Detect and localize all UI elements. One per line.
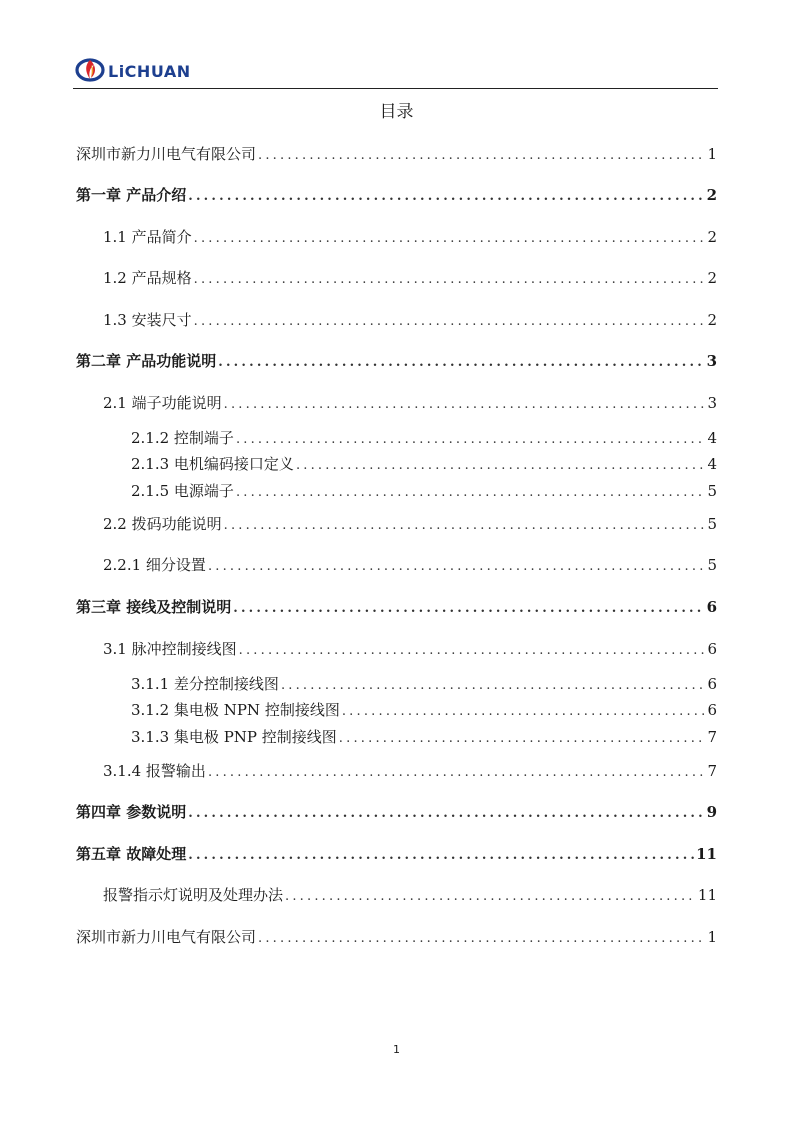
toc-entry[interactable] bbox=[103, 226, 717, 247]
toc-dot-leader bbox=[186, 848, 694, 863]
toc-entry-title: 第三章 接线及控制说明 bbox=[76, 598, 232, 616]
toc-entry-page: 11 bbox=[696, 845, 717, 863]
toc-entry[interactable] bbox=[76, 843, 717, 864]
toc-entry-title: 2.1.3 电机编码接口定义 bbox=[131, 455, 294, 473]
toc-dot-leader bbox=[256, 148, 705, 163]
toc-dot-leader bbox=[231, 601, 704, 616]
toc-entry[interactable] bbox=[131, 673, 717, 694]
toc-entry[interactable] bbox=[103, 513, 717, 534]
toc-entry-page: 3 bbox=[706, 352, 717, 370]
toc-entry-title: 3.1.4 报警输出 bbox=[103, 762, 206, 780]
toc-dot-leader bbox=[192, 314, 706, 329]
toc-dot-leader bbox=[192, 272, 706, 287]
toc-entry[interactable] bbox=[76, 596, 717, 617]
toc-dot-leader bbox=[340, 704, 706, 719]
toc-dot-leader bbox=[192, 231, 706, 246]
toc-dot-leader bbox=[279, 678, 706, 693]
toc-entry-page: 1 bbox=[707, 928, 717, 946]
toc-entry-page: 11 bbox=[697, 886, 717, 904]
toc-entry-title: 1.1 产品简介 bbox=[103, 228, 192, 246]
toc-entry-title: 3.1.3 集电极 PNP 控制接线图 bbox=[131, 728, 337, 746]
toc-entry-page: 5 bbox=[707, 482, 717, 500]
toc-entry-page: 4 bbox=[707, 429, 717, 447]
toc-entry[interactable] bbox=[76, 143, 717, 164]
toc-entry-title: 深圳市新力川电气有限公司 bbox=[76, 928, 257, 946]
toc-dot-leader bbox=[222, 518, 706, 533]
toc-dot-leader bbox=[337, 731, 706, 746]
toc-entry-title: 第五章 故障处理 bbox=[76, 845, 187, 863]
toc-entry[interactable] bbox=[103, 554, 717, 575]
toc-entry-page: 7 bbox=[707, 728, 717, 746]
lichuan-logo-icon bbox=[75, 55, 105, 85]
toc-entry[interactable] bbox=[76, 801, 717, 822]
footer-page-number: 1 bbox=[393, 1043, 400, 1056]
toc-entry-title: 2.1.5 电源端子 bbox=[131, 482, 234, 500]
toc-entry-page: 2 bbox=[707, 311, 717, 329]
toc-entry-page: 6 bbox=[707, 701, 717, 719]
toc-entry[interactable] bbox=[103, 309, 717, 330]
toc-entry-title: 2.2.1 细分设置 bbox=[103, 556, 206, 574]
toc-dot-leader bbox=[234, 432, 706, 447]
toc-entry-title: 第一章 产品介绍 bbox=[76, 186, 187, 204]
toc-entry[interactable] bbox=[76, 350, 717, 371]
toc-entry-page: 2 bbox=[707, 269, 717, 287]
toc-dot-leader bbox=[222, 397, 706, 412]
header-divider bbox=[73, 88, 718, 89]
toc-entry[interactable] bbox=[103, 884, 717, 905]
toc-dot-leader bbox=[237, 643, 706, 658]
toc-entry-page: 2 bbox=[707, 228, 717, 246]
toc-entry[interactable] bbox=[103, 392, 717, 413]
toc-entry-page: 2 bbox=[706, 186, 717, 204]
toc-entry-title: 1.2 产品规格 bbox=[103, 269, 192, 287]
toc-entry[interactable] bbox=[76, 926, 717, 947]
toc-entry[interactable] bbox=[131, 453, 717, 474]
toc-dot-leader bbox=[283, 889, 696, 904]
toc-entry-title: 第二章 产品功能说明 bbox=[76, 352, 217, 370]
toc-dot-leader bbox=[256, 931, 705, 946]
toc-entry-page: 3 bbox=[707, 394, 717, 412]
toc-dot-leader bbox=[206, 559, 706, 574]
toc-entry-title: 2.2 拨码功能说明 bbox=[103, 515, 222, 533]
toc-dot-leader bbox=[294, 458, 706, 473]
toc-entry[interactable] bbox=[103, 267, 717, 288]
toc-entry[interactable] bbox=[131, 699, 717, 720]
toc-entry-page: 7 bbox=[707, 762, 717, 780]
page-header bbox=[73, 52, 718, 89]
toc-entry-page: 1 bbox=[707, 145, 717, 163]
page-title: 目录 bbox=[379, 102, 414, 122]
logo-text: LiCHUAN bbox=[108, 62, 191, 81]
toc-entry-title: 报警指示灯说明及处理办法 bbox=[103, 886, 284, 904]
toc-entry-page: 6 bbox=[706, 598, 717, 616]
toc-entry-page: 6 bbox=[707, 640, 717, 658]
toc-entry[interactable] bbox=[103, 638, 717, 659]
toc-entry-page: 4 bbox=[707, 455, 717, 473]
toc-dot-leader bbox=[234, 485, 706, 500]
toc-entry[interactable] bbox=[131, 726, 717, 747]
toc-entry-title: 3.1.1 差分控制接线图 bbox=[131, 675, 279, 693]
toc-entry-page: 6 bbox=[707, 675, 717, 693]
toc-entry-page: 5 bbox=[707, 556, 717, 574]
toc-entry[interactable] bbox=[131, 480, 717, 501]
toc-dot-leader bbox=[206, 765, 706, 780]
toc-entry[interactable] bbox=[103, 760, 717, 781]
toc-entry-title: 第四章 参数说明 bbox=[76, 803, 187, 821]
toc-entry-title: 1.3 安装尺寸 bbox=[103, 311, 192, 329]
toc-dot-leader bbox=[186, 806, 704, 821]
toc-entry[interactable] bbox=[76, 184, 717, 205]
toc-entry-page: 5 bbox=[707, 515, 717, 533]
toc-entry-title: 2.1 端子功能说明 bbox=[103, 394, 222, 412]
toc-entry-title: 3.1.2 集电极 NPN 控制接线图 bbox=[131, 701, 340, 719]
toc-dot-leader bbox=[186, 189, 704, 204]
toc-entry-page: 9 bbox=[706, 803, 717, 821]
toc-entry[interactable] bbox=[131, 427, 717, 448]
toc-entry-title: 2.1.2 控制端子 bbox=[131, 429, 234, 447]
toc-entry-title: 3.1 脉冲控制接线图 bbox=[103, 640, 237, 658]
toc-entry-title: 深圳市新力川电气有限公司 bbox=[76, 145, 257, 163]
toc-dot-leader bbox=[216, 355, 704, 370]
